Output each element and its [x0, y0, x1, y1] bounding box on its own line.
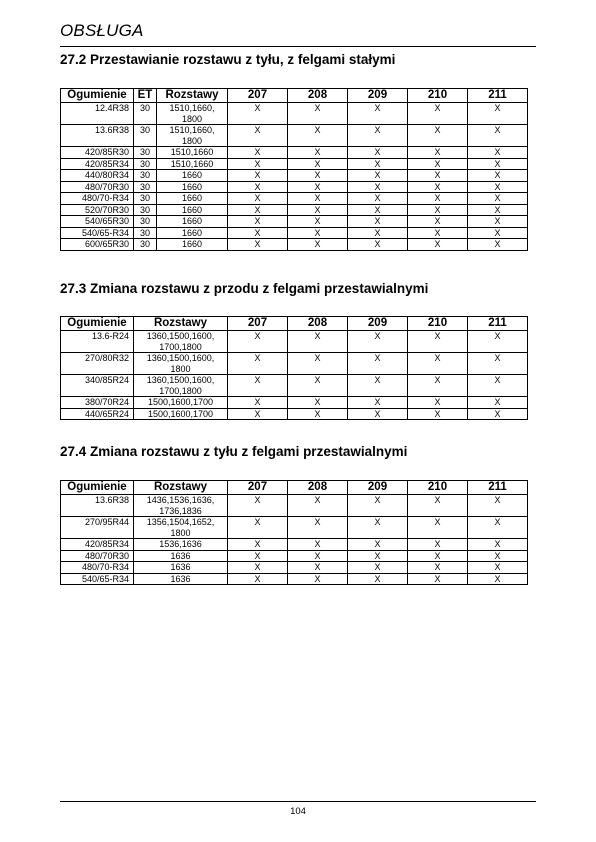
column-header: ET — [134, 89, 157, 103]
table-cell: X — [288, 193, 348, 205]
table-cell: X — [288, 181, 348, 193]
table-cell: X — [288, 517, 348, 539]
column-header: 208 — [288, 89, 348, 103]
column-header: 208 — [288, 481, 348, 495]
tire-size-cell: 480/70-R34 — [61, 193, 134, 205]
table-cell: X — [468, 539, 528, 551]
table-cell: X — [408, 216, 468, 228]
column-header: Ogumienie — [61, 481, 134, 495]
footer-rule — [60, 801, 536, 802]
tire-size-cell: 420/85R30 — [61, 147, 134, 159]
table-row — [61, 517, 528, 539]
table-cell: X — [408, 227, 468, 239]
table-cell: X — [348, 517, 408, 539]
table-cell: X — [228, 550, 288, 562]
table-cell: X — [348, 562, 408, 574]
table-cell: X — [408, 170, 468, 182]
table-cell: X — [408, 353, 468, 375]
table-cell: 1510,1660, 1800 — [157, 103, 228, 125]
table-row — [61, 408, 528, 420]
table-cell: X — [348, 539, 408, 551]
table-cell: X — [468, 103, 528, 125]
table-cell: 1636 — [134, 573, 228, 585]
table-cell: X — [288, 125, 348, 147]
table-row — [61, 239, 528, 251]
tire-size-cell: 600/65R30 — [61, 239, 134, 251]
table-cell: 1536,1636 — [134, 539, 228, 551]
table-cell: X — [348, 125, 408, 147]
table-row — [61, 125, 528, 147]
table-cell: X — [288, 158, 348, 170]
table-cell: 1660 — [157, 204, 228, 216]
table-cell: X — [468, 375, 528, 397]
table-row — [61, 103, 528, 125]
table-cell: X — [228, 517, 288, 539]
table-cell: 1660 — [157, 181, 228, 193]
column-header: Rozstawy — [134, 317, 228, 331]
table-cell: 1510,1660, 1800 — [157, 125, 228, 147]
table-cell: X — [468, 239, 528, 251]
table-cell: X — [348, 193, 408, 205]
column-header: 210 — [408, 317, 468, 331]
table-cell: X — [408, 181, 468, 193]
table-cell: X — [348, 170, 408, 182]
table-cell: X — [348, 147, 408, 159]
table-cell: 1360,1500,1600, 1700,1800 — [134, 331, 228, 353]
table-cell: X — [348, 239, 408, 251]
table-cell: X — [408, 103, 468, 125]
table-row — [61, 204, 528, 216]
table-cell: X — [228, 227, 288, 239]
column-header: 210 — [408, 89, 468, 103]
table-cell: X — [468, 331, 528, 353]
table-cell: X — [228, 573, 288, 585]
table-cell: X — [348, 353, 408, 375]
table-cell: X — [408, 517, 468, 539]
table-header-row — [61, 481, 528, 495]
table-cell: X — [408, 375, 468, 397]
table-cell: X — [408, 495, 468, 517]
page-number: 104 — [290, 806, 306, 817]
table-row — [61, 573, 528, 585]
table-cell: X — [468, 353, 528, 375]
table-cell: X — [408, 573, 468, 585]
table-cell: X — [408, 158, 468, 170]
tire-size-cell: 12.4R38 — [61, 103, 134, 125]
table-row — [61, 227, 528, 239]
table-cell: X — [348, 103, 408, 125]
table-cell: X — [288, 397, 348, 409]
table-cell: X — [348, 408, 408, 420]
table-cell: X — [288, 227, 348, 239]
table-cell: 1660 — [157, 239, 228, 251]
table-cell: X — [228, 158, 288, 170]
column-header: 211 — [468, 481, 528, 495]
table-cell: X — [408, 539, 468, 551]
column-header: 207 — [228, 89, 288, 103]
table-cell: X — [408, 408, 468, 420]
tire-size-cell: 540/65-R34 — [61, 227, 134, 239]
table-row — [61, 397, 528, 409]
table-row — [61, 539, 528, 551]
table-cell: X — [468, 550, 528, 562]
table-row — [61, 495, 528, 517]
column-header: Rozstawy — [134, 481, 228, 495]
table-cell: X — [408, 550, 468, 562]
table-row — [61, 562, 528, 574]
tire-size-cell: 440/80R34 — [61, 170, 134, 182]
section-heading-27-2: 27.2 Przestawianie rozstawu z tyłu, z felgami stałymi — [60, 52, 396, 67]
tire-size-cell: 480/70R30 — [61, 181, 134, 193]
tire-size-cell: 480/70R30 — [61, 550, 134, 562]
tire-size-cell: 540/65-R34 — [61, 573, 134, 585]
table-cell: 1636 — [134, 550, 228, 562]
table-cell: X — [408, 204, 468, 216]
table-cell: X — [408, 193, 468, 205]
column-header: 209 — [348, 317, 408, 331]
table-cell: X — [288, 495, 348, 517]
table-cell: 1510,1660 — [157, 147, 228, 159]
table-cell: X — [288, 353, 348, 375]
table-cell: X — [468, 125, 528, 147]
tire-size-cell: 540/65R30 — [61, 216, 134, 228]
table-cell: X — [468, 573, 528, 585]
table-cell: 30 — [134, 147, 157, 159]
table-row — [61, 375, 528, 397]
table-row — [61, 147, 528, 159]
table-cell: X — [288, 331, 348, 353]
table-row — [61, 353, 528, 375]
table-cell: 30 — [134, 170, 157, 182]
table-cell: 30 — [134, 216, 157, 228]
table-cell: 1436,1536,1636, 1736,1836 — [134, 495, 228, 517]
table-cell: X — [408, 239, 468, 251]
tire-size-cell: 380/70R24 — [61, 397, 134, 409]
table-cell: X — [288, 550, 348, 562]
table-cell: X — [228, 562, 288, 574]
table-cell: X — [288, 573, 348, 585]
table-cell: X — [468, 147, 528, 159]
table-cell: X — [228, 397, 288, 409]
column-header: 210 — [408, 481, 468, 495]
table-cell: 1360,1500,1600, 1700,1800 — [134, 375, 228, 397]
table-cell: X — [468, 193, 528, 205]
table-cell: 1660 — [157, 216, 228, 228]
table-cell: X — [288, 216, 348, 228]
table-cell: 1660 — [157, 170, 228, 182]
table-cell: 30 — [134, 193, 157, 205]
table-cell: X — [468, 408, 528, 420]
table-cell: X — [468, 170, 528, 182]
column-header: Rozstawy — [157, 89, 228, 103]
tire-size-cell: 13.6R38 — [61, 125, 134, 147]
tire-size-cell: 480/70-R34 — [61, 562, 134, 574]
table-cell: X — [288, 408, 348, 420]
tire-size-cell: 440/65R24 — [61, 408, 134, 420]
column-header: 211 — [468, 89, 528, 103]
table-cell: X — [408, 562, 468, 574]
table-cell: X — [468, 227, 528, 239]
table-cell: X — [348, 331, 408, 353]
table-cell: X — [228, 375, 288, 397]
table-cell: X — [228, 170, 288, 182]
table-row — [61, 158, 528, 170]
table-cell: X — [228, 539, 288, 551]
table-cell: X — [288, 562, 348, 574]
table-cell: X — [228, 125, 288, 147]
table-cell: X — [408, 125, 468, 147]
table-cell: X — [348, 550, 408, 562]
column-header: 207 — [228, 317, 288, 331]
table-cell: X — [288, 539, 348, 551]
table-cell: X — [348, 495, 408, 517]
table-row — [61, 216, 528, 228]
table-cell: X — [288, 239, 348, 251]
tire-size-cell: 270/80R32 — [61, 353, 134, 375]
column-header: 208 — [288, 317, 348, 331]
table-cell: X — [348, 204, 408, 216]
table-rear-adjustable-rims — [60, 480, 528, 585]
table-row — [61, 193, 528, 205]
table-cell: X — [468, 216, 528, 228]
table-cell: X — [228, 147, 288, 159]
table-header-row — [61, 89, 528, 103]
column-header: Ogumienie — [61, 89, 134, 103]
table-row — [61, 170, 528, 182]
table-cell: X — [408, 397, 468, 409]
table-cell: X — [228, 353, 288, 375]
table-row — [61, 181, 528, 193]
table-cell: X — [228, 216, 288, 228]
table-cell: X — [408, 331, 468, 353]
table-front-adjustable-rims — [60, 316, 528, 420]
table-cell: 1500,1600,1700 — [134, 397, 228, 409]
table-cell: 30 — [134, 181, 157, 193]
table-cell: X — [408, 147, 468, 159]
table-cell: X — [288, 204, 348, 216]
table-cell: X — [228, 103, 288, 125]
table-cell: X — [468, 204, 528, 216]
table-header-row — [61, 317, 528, 331]
table-cell: X — [228, 495, 288, 517]
table-cell: 30 — [134, 103, 157, 125]
tire-size-cell: 420/85R34 — [61, 539, 134, 551]
table-cell: 1360,1500,1600, 1800 — [134, 353, 228, 375]
tire-size-cell: 13.6R38 — [61, 495, 134, 517]
table-row — [61, 550, 528, 562]
table-cell: X — [228, 193, 288, 205]
tire-size-cell: 520/70R30 — [61, 204, 134, 216]
header-rule — [60, 46, 536, 47]
header-title: OBSŁUGA — [60, 21, 144, 40]
table-cell: X — [468, 562, 528, 574]
table-cell: 30 — [134, 204, 157, 216]
table-cell: X — [228, 408, 288, 420]
table-cell: X — [348, 227, 408, 239]
table-cell: X — [468, 158, 528, 170]
table-cell: X — [468, 495, 528, 517]
table-cell: X — [228, 239, 288, 251]
tire-size-cell: 270/95R44 — [61, 517, 134, 539]
table-cell: X — [228, 181, 288, 193]
column-header: 209 — [348, 481, 408, 495]
table-cell: 30 — [134, 227, 157, 239]
table-cell: 30 — [134, 125, 157, 147]
table-cell: 1356,1504,1652, 1800 — [134, 517, 228, 539]
table-cell: 1636 — [134, 562, 228, 574]
table-cell: X — [348, 375, 408, 397]
table-cell: 1660 — [157, 193, 228, 205]
table-cell: X — [348, 216, 408, 228]
table-cell: X — [468, 181, 528, 193]
table-cell: X — [228, 204, 288, 216]
table-cell: X — [348, 158, 408, 170]
table-cell: 1500,1600,1700 — [134, 408, 228, 420]
table-row — [61, 331, 528, 353]
table-cell: X — [348, 397, 408, 409]
tire-size-cell: 340/85R24 — [61, 375, 134, 397]
table-cell: X — [228, 331, 288, 353]
column-header: 207 — [228, 481, 288, 495]
column-header: 209 — [348, 89, 408, 103]
table-cell: X — [468, 397, 528, 409]
tire-size-cell: 420/85R34 — [61, 158, 134, 170]
table-cell: X — [348, 573, 408, 585]
table-cell: X — [288, 375, 348, 397]
table-cell: X — [288, 170, 348, 182]
column-header: Ogumienie — [61, 317, 134, 331]
table-cell: 1660 — [157, 227, 228, 239]
section-heading-27-3: 27.3 Zmiana rozstawu z przodu z felgami przestawialnymi — [60, 281, 429, 296]
table-cell: 1510,1660 — [157, 158, 228, 170]
table-rear-fixed-rims — [60, 88, 528, 251]
table-cell: X — [348, 181, 408, 193]
table-cell: X — [288, 103, 348, 125]
table-cell: X — [468, 517, 528, 539]
tire-size-cell: 13.6-R24 — [61, 331, 134, 353]
section-heading-27-4: 27.4 Zmiana rozstawu z tyłu z felgami przestawialnymi — [60, 444, 408, 459]
table-cell: 30 — [134, 158, 157, 170]
table-cell: X — [288, 147, 348, 159]
column-header: 211 — [468, 317, 528, 331]
table-cell: 30 — [134, 239, 157, 251]
